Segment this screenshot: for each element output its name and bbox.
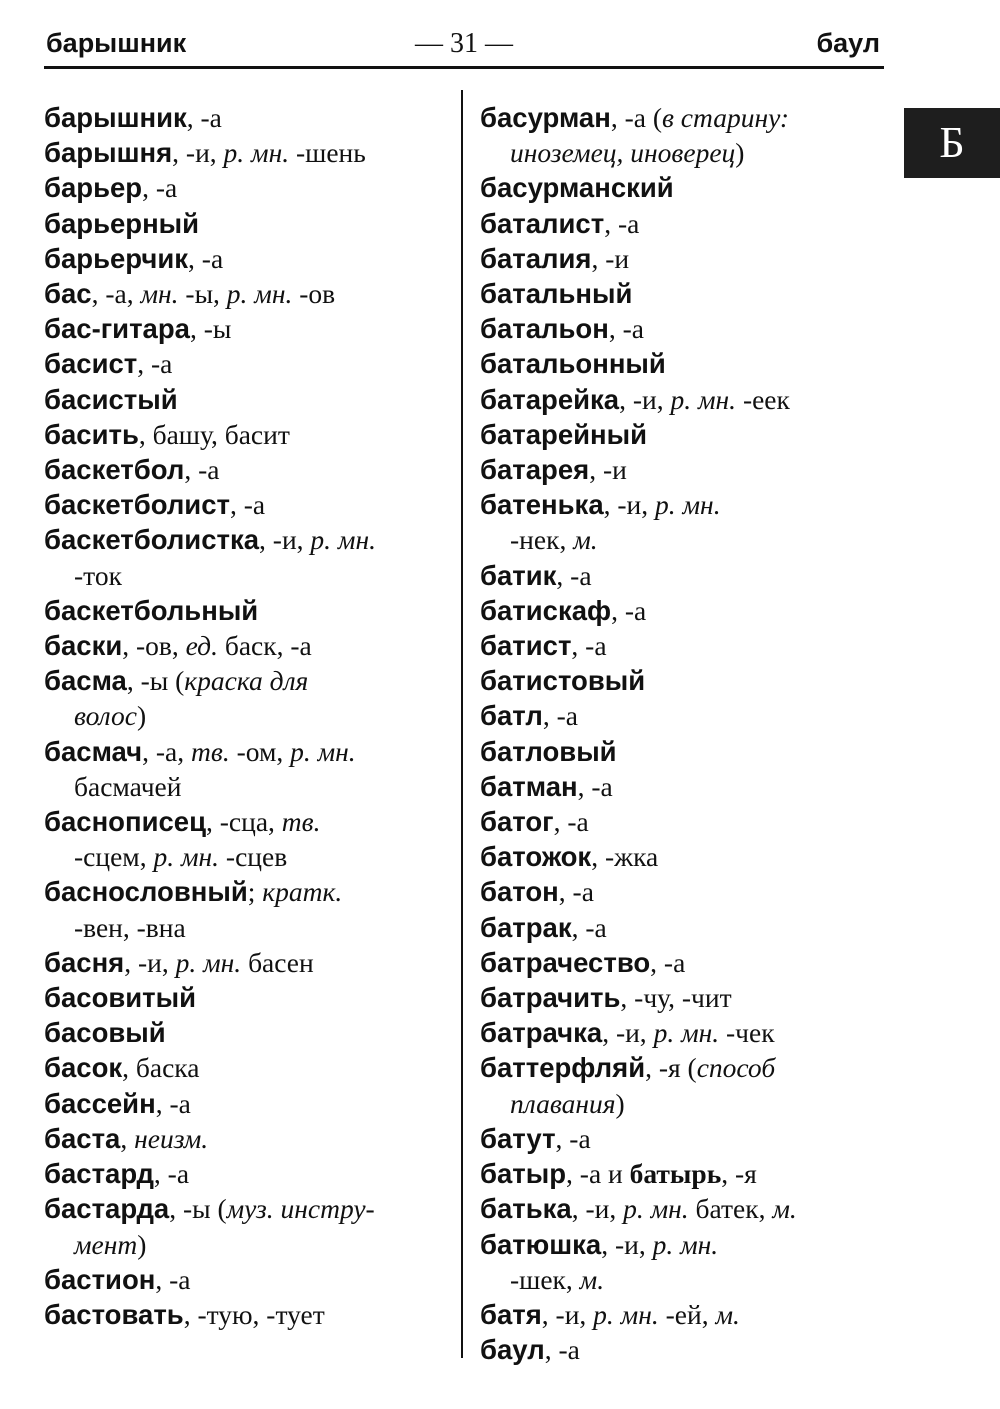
entry-grammar: , -и, р. мн. (603, 489, 721, 521)
entry-grammar: , -а, мн. -ы, р. мн. -ов (91, 278, 336, 310)
entry-headword: батальный (480, 278, 633, 310)
entry-headword: батл (480, 700, 543, 732)
letter-thumb-tab: Б (904, 108, 1000, 178)
entry-headword: басистый (44, 383, 178, 415)
dictionary-entry (44, 100, 454, 135)
dictionary-entry (480, 663, 890, 698)
entry-grammar: , -и, р. мн. (259, 524, 376, 556)
entry-continuation: -нек, м. (510, 524, 598, 556)
entry-grammar: , -и, р. мн. басен (124, 946, 314, 978)
entry-grammar: , -а (571, 630, 607, 662)
entry-continuation: -ток (74, 559, 122, 591)
running-head-last-word: баул (816, 28, 880, 58)
entry-grammar: , баска (122, 1052, 200, 1084)
entry-headword: батог (480, 806, 554, 838)
entry-headword: батарейный (480, 418, 648, 450)
entry-grammar: , -а (188, 242, 224, 274)
entry-grammar: , -я (способ (645, 1052, 776, 1084)
dictionary-entry (480, 1227, 890, 1297)
entry-headword: батька (480, 1193, 572, 1225)
dictionary-entry (480, 1332, 890, 1367)
entry-headword: басовитый (44, 982, 197, 1014)
dictionary-entry (480, 593, 890, 628)
entry-headword: батрачество (480, 946, 651, 978)
dictionary-entry (480, 311, 890, 346)
entry-headword: баста (44, 1122, 121, 1154)
dictionary-entry (480, 382, 890, 417)
dictionary-entry (44, 663, 454, 733)
dictionary-entry (480, 100, 890, 170)
dictionary-entry (480, 839, 890, 874)
entry-headword: батрачка (480, 1017, 603, 1049)
entry-continuation: -сцем, р. мн. -сцев (74, 841, 288, 873)
entry-continuation: иноземец, иноверец) (510, 137, 745, 169)
entry-grammar: , неизм. (120, 1122, 209, 1154)
entry-headword: батенька (480, 489, 604, 521)
dictionary-entry (480, 1191, 890, 1226)
dictionary-entry (44, 522, 454, 592)
entry-headword: барьерчик (44, 242, 189, 274)
entry-headword: басурманский (480, 172, 674, 204)
dictionary-entry (480, 170, 890, 205)
entry-grammar: , -чу, -чит (620, 982, 732, 1014)
entry-headword: баттерфляй (480, 1052, 646, 1084)
entry-grammar: , -а и батырь, -я (566, 1158, 757, 1190)
entry-grammar: , -и, р. мн. -чек (602, 1017, 775, 1049)
entry-headword: бастион (44, 1263, 156, 1295)
entry-continuation: плавания) (510, 1087, 625, 1119)
dictionary-entry (44, 628, 454, 663)
dictionary-entry (480, 241, 890, 276)
dictionary-entry (44, 593, 454, 628)
dictionary-entry (480, 417, 890, 452)
dictionary-entry (480, 628, 890, 663)
dictionary-entry (480, 874, 890, 909)
right-column (480, 100, 890, 1367)
dictionary-entry (480, 487, 890, 557)
dictionary-entry (480, 910, 890, 945)
entry-grammar: , -ы (муз. инстру- (169, 1193, 375, 1225)
dictionary-entry (44, 945, 454, 980)
dictionary-entry (44, 1086, 454, 1121)
entry-headword: барьер (44, 172, 143, 204)
dictionary-entry (480, 1297, 890, 1332)
dictionary-entry (44, 311, 454, 346)
entry-grammar: , -а (650, 946, 686, 978)
dictionary-entry (480, 1156, 890, 1191)
entry-headword: барьерный (44, 207, 200, 239)
dictionary-entry (480, 698, 890, 733)
dictionary-entry (480, 734, 890, 769)
page-number: — 31 — (415, 28, 513, 59)
entry-grammar: , -а, тв. -ом, р. мн. (142, 735, 356, 767)
entry-continuation: -шек, м. (510, 1263, 605, 1295)
dictionary-entry (44, 452, 454, 487)
dictionary-entry (44, 874, 454, 944)
entry-grammar: , -а (556, 559, 592, 591)
entry-headword: барышник (44, 102, 187, 133)
dictionary-entry (480, 1015, 890, 1050)
entry-headword: баснописец (44, 806, 206, 838)
dictionary-entry (44, 170, 454, 205)
entry-headword: батистовый (480, 665, 646, 697)
entry-headword: бастарда (44, 1193, 170, 1225)
entry-headword: баски (44, 630, 123, 662)
entry-grammar: , -а (604, 207, 640, 239)
entry-grammar: , -а (542, 700, 578, 732)
entry-headword: баскетболистка (44, 524, 260, 556)
entry-headword: басить (44, 418, 139, 450)
entry-grammar: , -тую, -тует (183, 1298, 325, 1330)
entry-grammar: , -ы (краска для (126, 665, 309, 697)
entry-headword: бастовать (44, 1298, 184, 1330)
entry-headword: баскетболист (44, 489, 230, 521)
entry-grammar: , башу, басит (138, 418, 290, 450)
entry-grammar: , -и, р. мн. батек, м. (571, 1193, 797, 1225)
dictionary-entry (44, 804, 454, 874)
entry-grammar: , -а (555, 1122, 591, 1154)
entry-grammar: , -сца, тв. (206, 806, 321, 838)
entry-headword: батожок (480, 841, 592, 873)
entry-grammar: , -а (137, 348, 173, 380)
dictionary-entry (480, 769, 890, 804)
entry-headword: басист (44, 348, 138, 380)
entry-headword: баул (480, 1334, 545, 1366)
dictionary-entry (44, 346, 454, 381)
dictionary-entry (480, 558, 890, 593)
entry-headword: бас (44, 278, 92, 310)
entry-headword: басмач (44, 735, 143, 767)
entry-grammar: , -а (558, 876, 594, 908)
entry-grammar: ; кратк. (247, 876, 343, 908)
left-column (44, 100, 454, 1332)
dictionary-entry (480, 206, 890, 241)
entry-headword: батон (480, 876, 559, 908)
dictionary-entry (44, 1262, 454, 1297)
entry-grammar: , -и, р. мн. -еек (619, 383, 790, 415)
entry-continuation: басмачей (74, 770, 182, 802)
entry-headword: баталист (480, 207, 605, 239)
entry-headword: батрачить (480, 982, 621, 1014)
entry-headword: батыр (480, 1158, 567, 1190)
entry-headword: батарейка (480, 383, 620, 415)
dictionary-entry (44, 1121, 454, 1156)
entry-headword: басурман (480, 102, 611, 133)
entry-grammar: , -жка (591, 841, 659, 873)
entry-headword: баснословный (44, 876, 248, 908)
dictionary-entry (44, 487, 454, 522)
column-divider (461, 90, 463, 1358)
header-rule (44, 66, 884, 69)
entry-grammar: , -а (184, 454, 220, 486)
dictionary-entry (44, 241, 454, 276)
entry-headword: бастард (44, 1158, 154, 1190)
dictionary-entry (480, 945, 890, 980)
entry-headword: батюшка (480, 1228, 602, 1260)
entry-grammar: , -а (155, 1263, 191, 1295)
entry-headword: баскетбол (44, 454, 185, 486)
dictionary-entry (44, 206, 454, 241)
dictionary-entry (44, 382, 454, 417)
entry-grammar: , -а (155, 1087, 191, 1119)
entry-continuation: -вен, -вна (74, 911, 186, 943)
entry-grammar: , -а (142, 172, 178, 204)
dictionary-entry (480, 276, 890, 311)
entry-grammar: , -ы (189, 313, 232, 345)
entry-grammar: , -ов, ед. баск, -а (122, 630, 312, 662)
entry-grammar: , -и, р. мн. -ей, м. (541, 1298, 740, 1330)
entry-grammar: , -а (553, 806, 589, 838)
dictionary-entry (44, 1156, 454, 1191)
entry-grammar: , -а (153, 1158, 190, 1190)
entry-grammar: , -и (591, 242, 630, 274)
dictionary-entry (44, 980, 454, 1015)
entry-headword: басня (44, 946, 125, 978)
entry-headword: батист (480, 630, 572, 662)
dictionary-entry (480, 452, 890, 487)
dictionary-entry (44, 417, 454, 452)
entry-headword: батик (480, 559, 557, 591)
running-head (44, 26, 884, 70)
entry-headword: батискаф (480, 594, 612, 626)
dictionary-entry (480, 346, 890, 381)
entry-grammar: , -а (186, 102, 222, 133)
entry-continuation: волос) (74, 700, 147, 732)
dictionary-entry (480, 1121, 890, 1156)
dictionary-entry (480, 1050, 890, 1120)
running-head-first-word: барышник (46, 28, 187, 58)
dictionary-entry (44, 1015, 454, 1050)
entry-continuation: мент) (74, 1228, 147, 1260)
entry-grammar: , -и (589, 454, 627, 486)
entry-headword: басок (44, 1052, 123, 1084)
entry-headword: барышня (44, 137, 173, 169)
entry-headword: бас-гитара (44, 313, 190, 345)
entry-headword: басма (44, 665, 127, 697)
entry-grammar: , -а (544, 1334, 580, 1366)
entry-headword: батловый (480, 735, 617, 767)
entry-headword: батальонный (480, 348, 666, 380)
entry-headword: батут (480, 1122, 556, 1154)
entry-grammar: , -а (в старину: (610, 102, 790, 133)
dictionary-entry (44, 135, 454, 170)
dictionary-entry (480, 804, 890, 839)
dictionary-entry (44, 734, 454, 804)
entry-grammar: , -а (229, 489, 266, 521)
entry-headword: басовый (44, 1017, 166, 1049)
entry-grammar: , -а (571, 911, 607, 943)
entry-headword: бассейн (44, 1087, 156, 1119)
entry-headword: батя (480, 1298, 542, 1330)
entry-headword: батарея (480, 454, 590, 486)
entry-headword: батман (480, 770, 578, 802)
dictionary-entry (480, 980, 890, 1015)
dictionary-entry (44, 1050, 454, 1085)
entry-grammar: , -а (577, 770, 613, 802)
dictionary-entry (44, 1191, 454, 1261)
entry-headword: баталия (480, 242, 592, 274)
entry-grammar: , -и, р. мн. -шень (172, 137, 366, 169)
dictionary-entry (44, 276, 454, 311)
entry-grammar: , -а (608, 313, 644, 345)
entry-headword: батрак (480, 911, 572, 943)
dictionary-entry (44, 1297, 454, 1332)
entry-headword: батальон (480, 313, 609, 345)
entry-grammar: , -а (611, 594, 647, 626)
entry-headword: баскетбольный (44, 594, 259, 626)
entry-grammar: , -и, р. мн. (601, 1228, 719, 1260)
